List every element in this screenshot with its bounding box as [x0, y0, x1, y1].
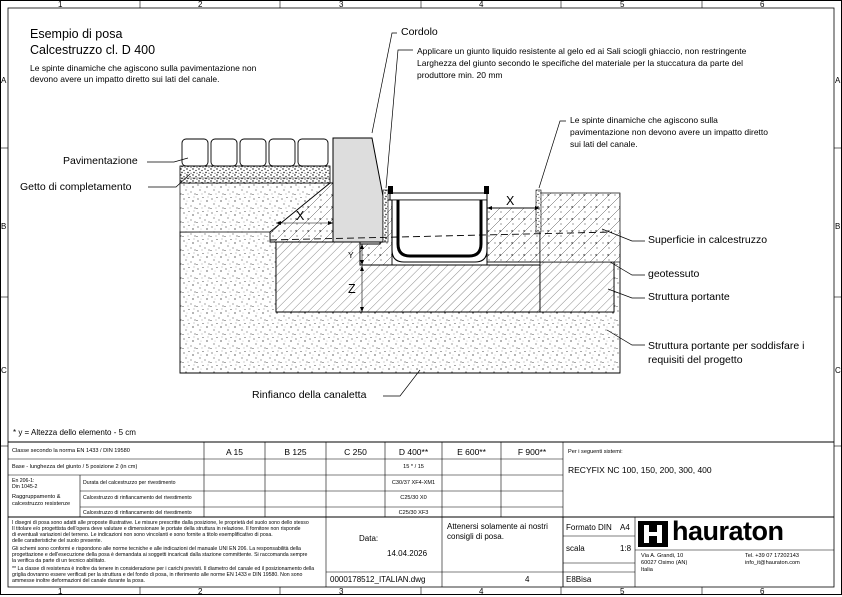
row-letter-b-right: B [835, 222, 841, 231]
row1-label: Base - lunghezza del giunto / 5 posizione 2 (in cm) [12, 464, 138, 470]
col-number-6-bottom: 6 [760, 587, 765, 596]
label-rinfianco: Rinfianco della canaletta [252, 389, 367, 401]
file-name: 0000178512_ITALIAN.dwg [330, 575, 426, 584]
col-number-3-bottom: 3 [339, 587, 344, 596]
company-line1: Via A. Grandi, 10 [641, 553, 684, 559]
company-email: info_it@hauraton.com [745, 560, 800, 566]
row-letter-c-right: C [835, 366, 841, 375]
row-letter-a-right: A [835, 76, 841, 85]
col-number-4: 4 [479, 0, 484, 9]
col-number-1-bottom: 1 [58, 587, 63, 596]
scale-label: scala [566, 544, 585, 553]
format-label: Formato DIN [566, 523, 612, 532]
row2-value: C30/37 XF4-XM1 [391, 480, 436, 486]
class-c250: C 250 [344, 447, 367, 457]
label-spinte-line1: Le spinte dinamiche che agiscono sulla [570, 115, 718, 125]
row3-value: C25/30 X0 [400, 495, 427, 501]
row2-label: Durata del calcestruzzo per rivestimento [83, 480, 176, 486]
disclaimer-p2-l3: la verifica da parte di un tecnico abilitato. [12, 558, 106, 564]
row-letter-b: B [1, 222, 7, 231]
title-line1: Esempio di posa [30, 27, 123, 41]
notice-line1: Attenersi solamente ai nostri [447, 522, 548, 531]
label-joint-line2: Larghezza del giunto secondo le specifiche del materiale per la stuccatura da parte del [417, 58, 744, 68]
disclaimer-p1-l1: I disegni di posa sono adatti alle proposte illustrative. Le misure prescritte dalla posizione, le proprietà del suolo sono dello stesso [12, 520, 309, 526]
company-phone: Tel. +39 07 17202143 [745, 553, 799, 559]
row3-label: Calcestruzzo di rinfiancamento del rivestimento [83, 495, 192, 501]
title-note-line2: devono avere un impatto diretto sui lati del canale. [30, 74, 220, 84]
group-label-line1: Raggruppamento & [12, 494, 61, 500]
company-line3: Italia [641, 567, 653, 573]
col-number-3: 3 [339, 0, 344, 9]
table-head-label: Classe secondo la norma EN 1433 / DIN 19580 [12, 448, 130, 454]
row-letter-c: C [1, 366, 7, 375]
col-number-6: 6 [760, 0, 765, 9]
class-b125: B 125 [284, 447, 307, 457]
disclaimer-p1-l3: di eventuali variazioni del terreno. Le indicazioni non sono vincolanti e sono fornite a titolo esemplificativo di posa. [12, 532, 273, 538]
dim-y: Y [348, 250, 354, 260]
group-label-line2: calcestruzzo resistenze [12, 501, 71, 507]
col-number-2-bottom: 2 [198, 587, 203, 596]
disclaimer-p2-l1: Gli schemi sono conformi e rispondono alle norme tecniche e alle indicazioni del manuale UNI EN 206. La responsabilità della [12, 546, 301, 552]
class-e600: E 600** [457, 447, 486, 457]
disclaimer-p3-l1: ** La classe di resistenza è inoltre da tenere in considerazione per i carichi previsti. Il diametro del canale ed il posizionamento della [12, 566, 315, 572]
dim-x-left: X [296, 209, 305, 223]
date-label: Data: [359, 534, 379, 543]
systems-title: Per i seguenti sistemi: [568, 449, 623, 455]
col-number-1: 1 [58, 0, 63, 9]
title-line2: Calcestruzzo cl. D 400 [30, 43, 156, 57]
row1-value: 15 * / 15 [403, 464, 424, 470]
footnote: * y = Altezza dello elemento - 5 cm [13, 428, 136, 437]
systems-value: RECYFIX NC 100, 150, 200, 300, 400 [568, 465, 712, 475]
col-number-4-bottom: 4 [479, 587, 484, 596]
col-number-5: 5 [620, 0, 625, 9]
label-spinte-line3: sui lati del canale. [570, 139, 638, 149]
class-f900: F 900** [517, 447, 547, 457]
label-joint-line3: produttore min. 20 mm [417, 70, 503, 80]
class-a15: A 15 [225, 447, 244, 457]
group-norm-line2: Din 1045-2 [12, 484, 38, 490]
label-struttura2-line1: Struttura portante per soddisfare i [648, 340, 805, 352]
scale-value: 1:8 [620, 544, 632, 553]
dim-z: Z [348, 282, 356, 296]
company-line2: 60027 Osimo (AN) [641, 560, 688, 566]
format-value: A4 [620, 523, 630, 532]
label-spinte-line2: pavimentazione non devono avere un impatto diretto [570, 127, 768, 137]
label-joint-line1: Applicare un giunto liquido resistente al gelo ed ai Sali sciogli ghiaccio, non restringente [417, 46, 747, 56]
disclaimer-p1-l4: delle caratteristiche del suolo presente. [12, 538, 102, 544]
date-value: 14.04.2026 [387, 549, 428, 558]
label-geotessuto: geotessuto [648, 268, 700, 280]
revision: E8Bisa [566, 575, 592, 584]
title-note-line1: Le spinte dinamiche che agiscono sulla pavimentazione non [30, 63, 257, 73]
disclaimer-p3-l3: ammesse inoltre deformazioni del canale durante la posa. [12, 578, 145, 584]
label-cordolo: Cordolo [401, 26, 438, 38]
disclaimer-p3-l2: griglia dovranno essere verificati per la struttura e del fondo di posa, in riferimento alle norme EN 1433 e DIN 19580. Non sono [12, 572, 303, 578]
disclaimer-p2-l2: progettazione e dell'esecuzione della posa è demandata ai soggetti incaricati dalla stazione committente. Si raccomanda sempre [12, 552, 308, 558]
group-norm-line1: En 206-1: [12, 478, 35, 484]
notice-line2: consigli di posa. [447, 532, 504, 541]
hauraton-logo-icon [638, 521, 668, 547]
label-superficie: Superficie in calcestruzzo [648, 234, 768, 246]
class-d400: D 400** [398, 447, 429, 457]
row-letter-a: A [1, 76, 7, 85]
col-number-5-bottom: 5 [620, 587, 625, 596]
page-number: 4 [525, 575, 530, 584]
row4-value: C25/30 XF3 [398, 510, 429, 516]
row4-label: Calcestruzzo di rinfiancamento del rivestimento [83, 510, 192, 516]
col-number-2: 2 [198, 0, 203, 9]
label-getto: Getto di completamento [20, 181, 132, 193]
label-pavimentazione: Pavimentazione [63, 155, 138, 167]
hauraton-logo-text: hauraton [672, 516, 784, 546]
label-struttura: Struttura portante [648, 291, 730, 303]
label-struttura2-line2: requisiti del progetto [648, 354, 743, 366]
disclaimer-p1-l2: Il titolare e/o progettista dell'opera deve valutare e dimensionare le portate della struttura in relazione. Il fornitore non risponde [12, 526, 301, 532]
dim-x-right: X [506, 194, 515, 208]
